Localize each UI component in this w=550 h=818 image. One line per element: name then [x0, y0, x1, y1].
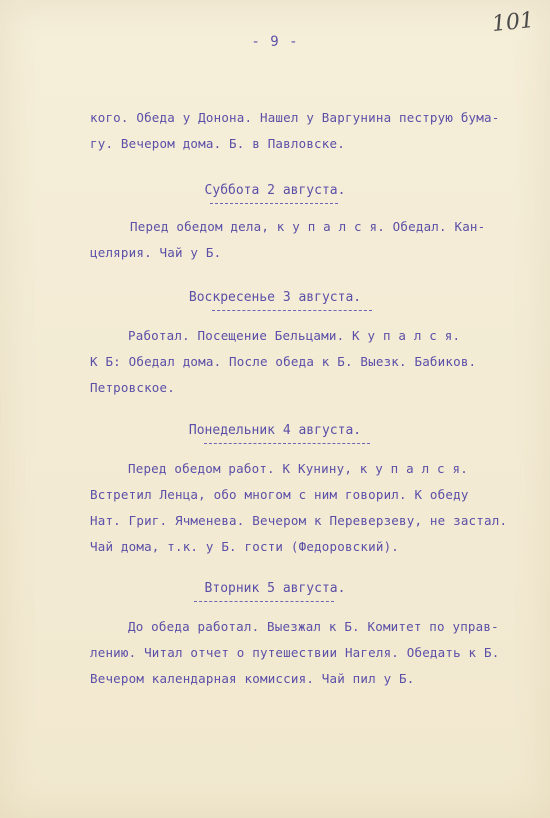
text-line: гу. Вечером дома. Б. в Павловске.	[90, 136, 345, 151]
text-line: Перед обедом работ. К Кунину, к у п а л с я.	[128, 461, 468, 476]
text-line: Петровское.	[90, 380, 175, 395]
text-line: До обеда работал. Выезжал к Б. Комитет по управ-	[128, 619, 499, 634]
text-line: Встретил Ленца, обо многом с ним говорил. К обеду	[90, 487, 469, 502]
text-line: лению. Читал отчет о путешествии Нагеля. Обедать к Б.	[90, 645, 500, 660]
text-line: Нат. Григ. Ячменева. Вечером к Переверзеву, не застал.	[90, 513, 508, 528]
page-number: - 9 -	[251, 34, 299, 50]
text-line: К Б: Обедал дома. После обеда к Б. Выезк. Бабиков.	[90, 354, 477, 369]
text-line: кого. Обеда у Донона. Нашел у Варгунина пеструю бума-	[90, 110, 500, 125]
text-line: Вечером календарная комиссия. Чай пил у Б.	[90, 671, 415, 686]
section-heading: Понедельник 4 августа.	[188, 423, 362, 438]
text-line: целярия. Чай у Б.	[90, 245, 222, 260]
text-line: Перед обедом дела, к у п а л с я. Обедал. Кан-	[130, 219, 486, 234]
heading-underline	[194, 601, 334, 602]
section-heading: Суббота 2 августа.	[204, 183, 346, 198]
text-line: Работал. Посещение Бельцами. К у п а л с я.	[128, 328, 461, 343]
archive-number: 101	[490, 7, 536, 38]
section-heading: Вторник 5 августа.	[204, 581, 346, 596]
heading-underline	[210, 203, 338, 204]
section-heading: Воскресенье 3 августа.	[188, 290, 362, 305]
heading-underline	[204, 443, 370, 444]
text-line: Чай дома, т.к. у Б. гости (Федоровский).	[90, 539, 400, 554]
heading-underline	[212, 310, 372, 311]
